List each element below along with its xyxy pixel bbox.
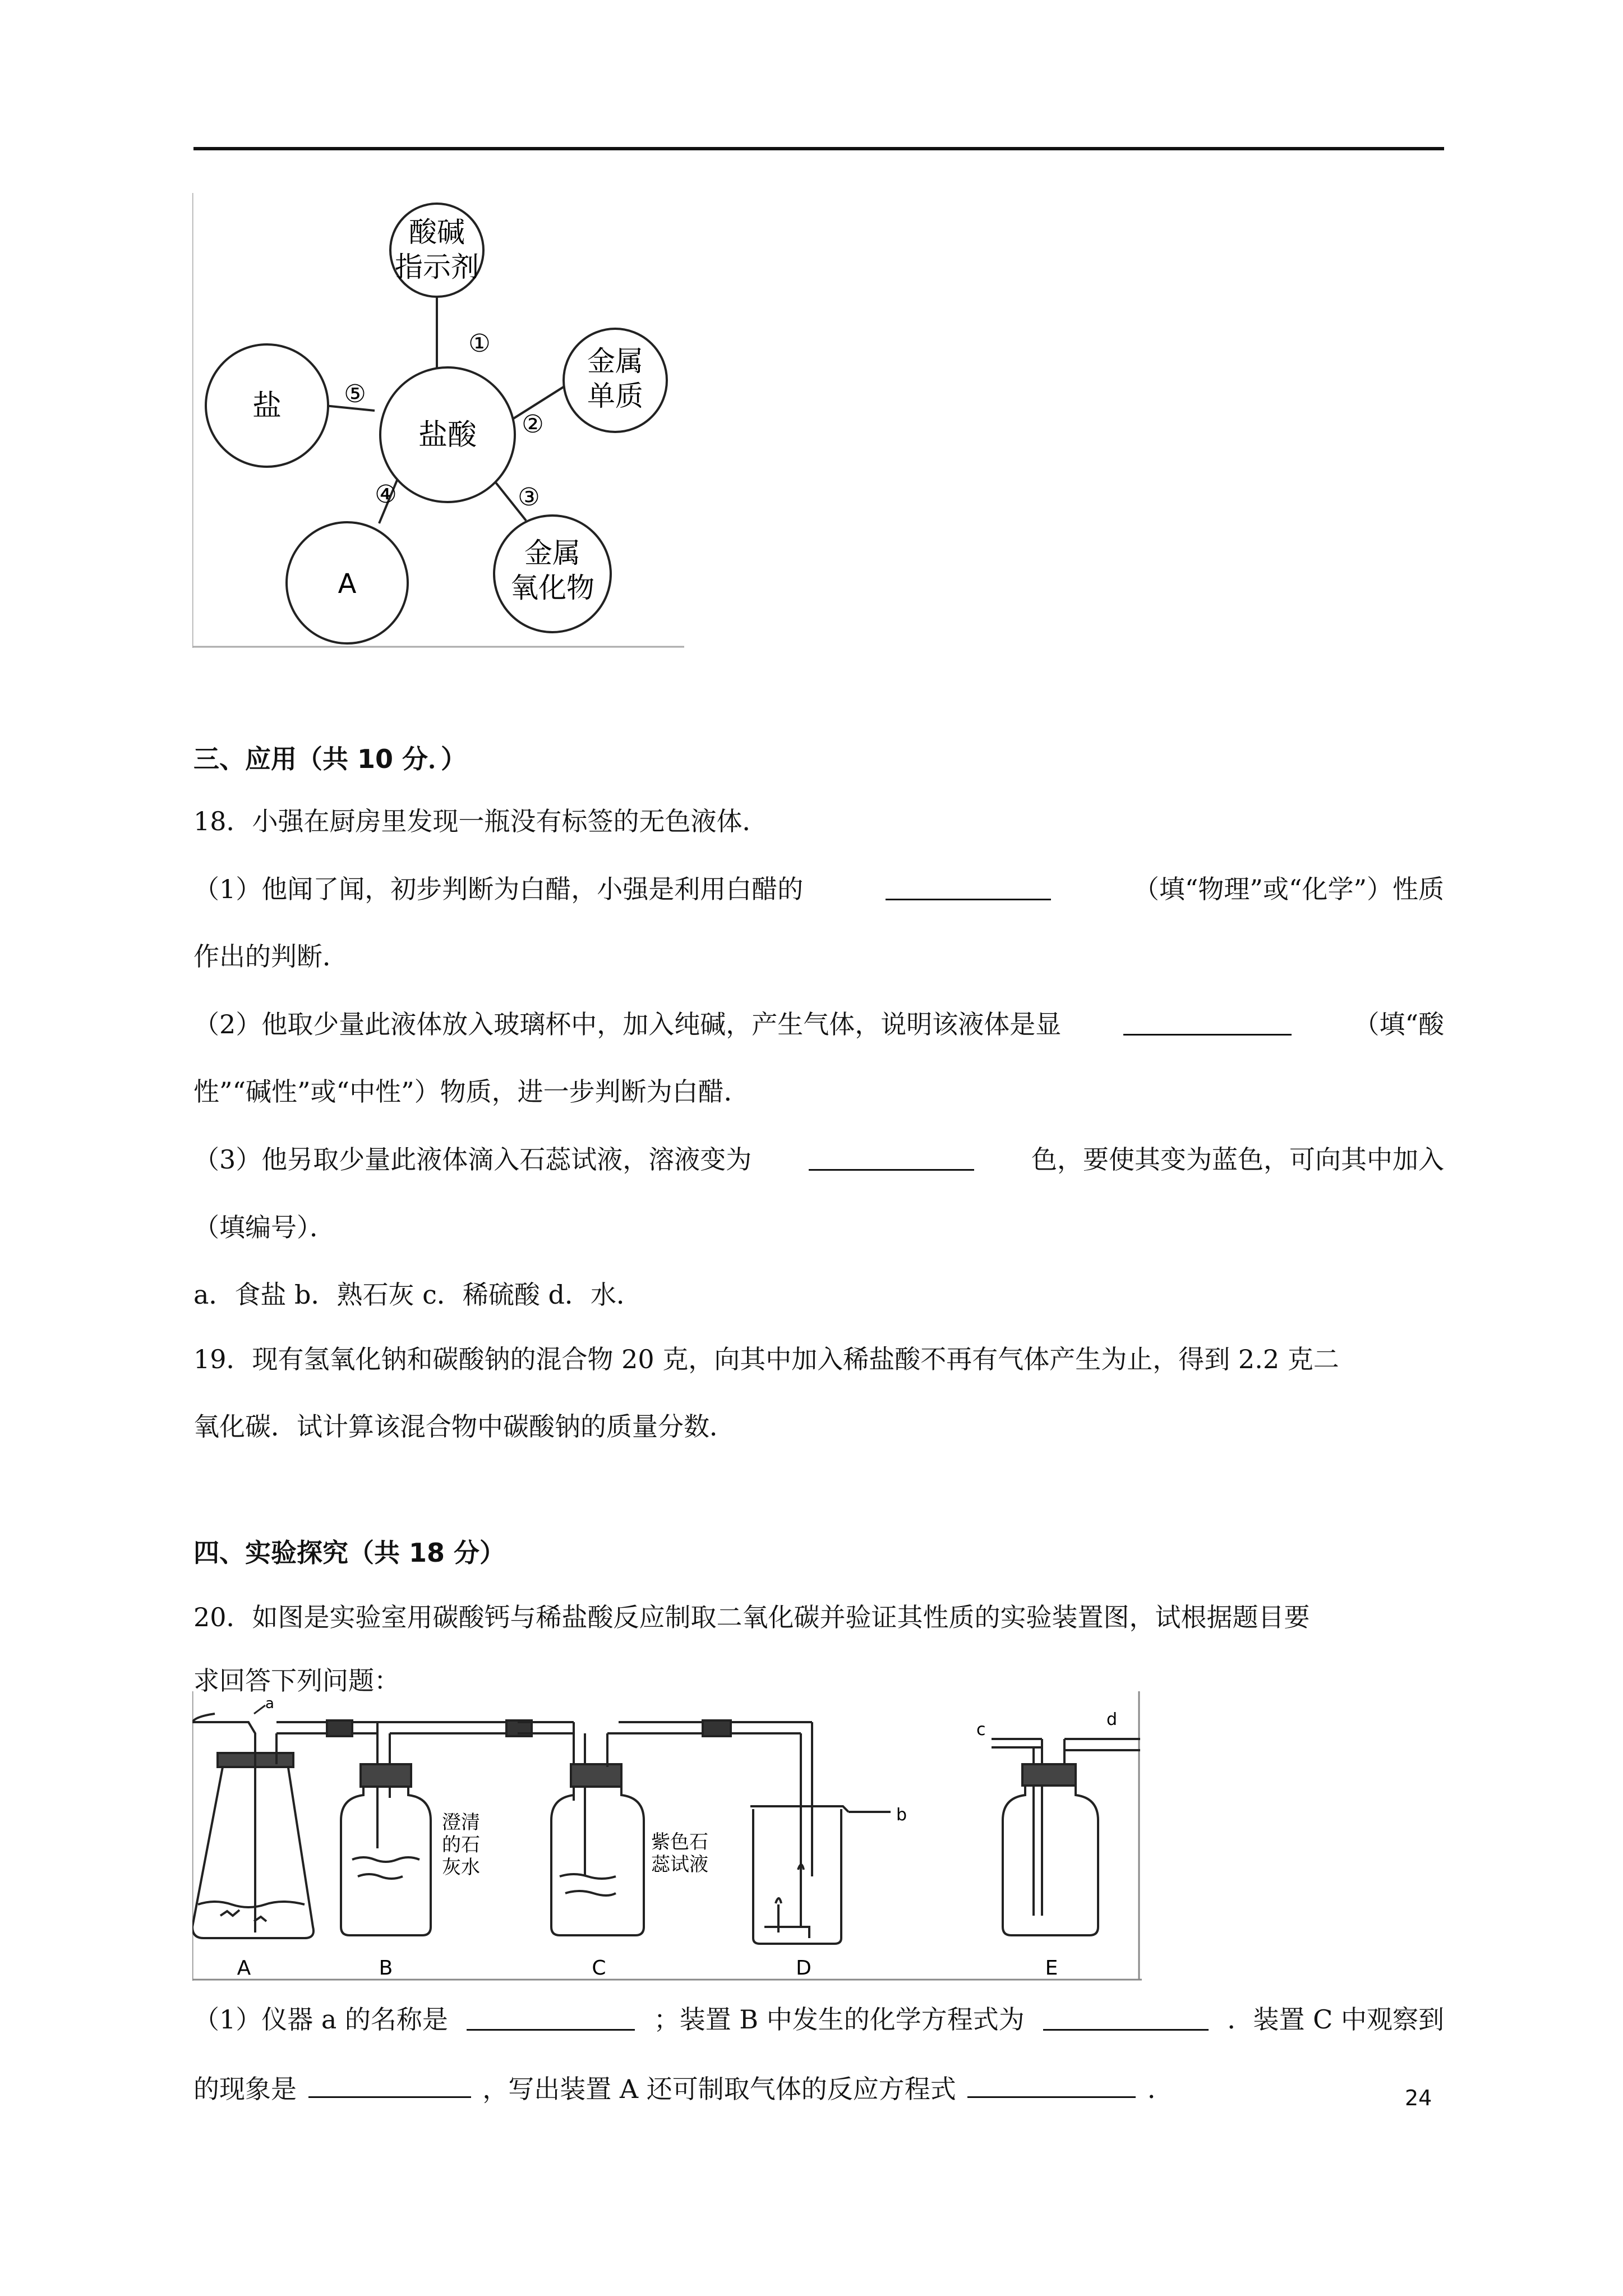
apparatus-d <box>750 1722 891 1944</box>
indicator-label-1: 酸碱 <box>409 216 465 249</box>
q18-blank-1[interactable] <box>886 871 1051 900</box>
q18-part2-text-b: （填“酸 <box>1353 1009 1444 1039</box>
co2-apparatus-diagram <box>192 1691 1142 1982</box>
q20-part1-text-d: 的现象是 <box>193 2074 297 2104</box>
apparatus-c <box>518 1722 812 1935</box>
q20-part1-text-a: （1）仪器 a 的名称是 <box>193 2004 448 2035</box>
hydrochloric-acid-diagram <box>192 192 684 648</box>
q18-part2-line2: 性”“碱性”或“中性”）物质，进一步判断为白醋． <box>193 1076 750 1107</box>
q18-options: a．食盐 b．熟石灰 c．稀硫酸 d．水． <box>193 1280 642 1310</box>
apparatus-a <box>192 1714 377 1938</box>
edge-label-5: ⑤ <box>344 380 366 408</box>
q18-part2-line1 <box>193 1006 1444 1043</box>
metal-label-2: 单质 <box>587 380 643 412</box>
q19-line1: 19．现有氢氧化钠和碳酸钠的混合物 20 克，向其中加入稀盐酸不再有气体产生为止，得到 2.2 克二 <box>193 1344 1339 1374</box>
center-label: 盐酸 <box>418 418 477 452</box>
pointer-b: b <box>896 1805 907 1825</box>
q18-blank-3[interactable] <box>809 1141 974 1171</box>
apparatus-label-e: E <box>1045 1957 1058 1980</box>
oxide-label-1: 金属 <box>524 537 580 569</box>
q18-part1-line1 <box>193 871 1444 908</box>
page-number: 24 <box>1405 2086 1432 2110</box>
apparatus-label-c: C <box>592 1957 606 1980</box>
apparatus-label-d: D <box>796 1957 811 1980</box>
section-3-heading: 三、应用（共 10 分．） <box>193 744 467 774</box>
edge-label-4: ④ <box>375 480 397 509</box>
a-label: A <box>338 568 357 600</box>
q20-part1-text-c: ．装置 C 中观察到 <box>1227 2004 1444 2035</box>
q18-part3-line1 <box>193 1141 1444 1178</box>
apparatus-e <box>992 1739 1140 1935</box>
edge-label-2: ② <box>522 410 544 439</box>
litmus-label-1: 紫色石 <box>651 1831 708 1853</box>
q18-part3-text-a: （3）他另取少量此液体滴入石蕊试液，溶液变为 <box>193 1144 752 1175</box>
q18-part3-text-b: 色，要使其变为蓝色，可向其中加入 <box>1031 1144 1444 1175</box>
q20-part1-text-b: ；装置 B 中发生的化学方程式为 <box>653 2004 1025 2035</box>
q20-blank-4[interactable] <box>967 2068 1136 2098</box>
q18-blank-2[interactable] <box>1123 1006 1292 1036</box>
edge-label-1: ① <box>468 329 491 358</box>
q20-blank-3[interactable] <box>308 2068 471 2098</box>
q20-part1-text-f: ． <box>1147 2074 1173 2104</box>
q18-part1-text-b: （填“物理”或“化学”）性质 <box>1133 874 1444 904</box>
q18-part1-text-a: （1）他闻了闻，初步判断为白醋，小强是利用白醋的 <box>193 874 804 904</box>
limewater-label-1: 澄清 <box>442 1811 480 1834</box>
q20-line2: 求回答下列问题： <box>193 1665 400 1696</box>
edge-label-3: ③ <box>518 483 540 512</box>
q20-blank-2[interactable] <box>1043 2001 1209 2031</box>
limewater-label-3: 灰水 <box>442 1856 480 1879</box>
q18-part1-line2: 作出的判断． <box>193 941 348 972</box>
q18-part3-line2: （填编号）． <box>193 1212 335 1243</box>
q18-stem: 18．小强在厨房里发现一瓶没有标签的无色液体． <box>193 806 768 836</box>
q20-blank-1[interactable] <box>467 2001 635 2031</box>
q20-part1-line2 <box>193 2068 1173 2108</box>
pointer-a: a <box>265 1695 274 1712</box>
header-rule <box>193 147 1444 150</box>
oxide-label-2: 氧化物 <box>510 572 594 604</box>
q20-part1-line1 <box>193 2001 1444 2038</box>
pointer-d: d <box>1106 1710 1118 1729</box>
apparatus-label-a: A <box>237 1957 251 1980</box>
q20-line1: 20．如图是实验室用碳酸钙与稀盐酸反应制取二氧化碳并验证其性质的实验装置图，试根据题目要 <box>193 1602 1310 1632</box>
salt-label: 盐 <box>252 389 282 423</box>
limewater-label-2: 的石 <box>442 1834 480 1856</box>
pointer-c: c <box>976 1720 986 1740</box>
apparatus-label-b: B <box>379 1957 393 1980</box>
indicator-label-2: 指示剂 <box>395 251 479 283</box>
q18-part2-text-a: （2）他取少量此液体放入玻璃杯中，加入纯碱，产生气体，说明该液体是显 <box>193 1009 1062 1039</box>
metal-label-1: 金属 <box>587 345 643 378</box>
section-4-heading: 四、实验探究（共 18 分） <box>193 1538 506 1568</box>
q20-part1-text-e: ，写出装置 A 还可制取气体的反应方程式 <box>482 2074 956 2104</box>
litmus-label-2: 蕊试液 <box>651 1853 708 1876</box>
q19-line2: 氧化碳．试计算该混合物中碳酸钠的质量分数． <box>193 1411 735 1442</box>
apparatus-b <box>341 1722 518 1935</box>
